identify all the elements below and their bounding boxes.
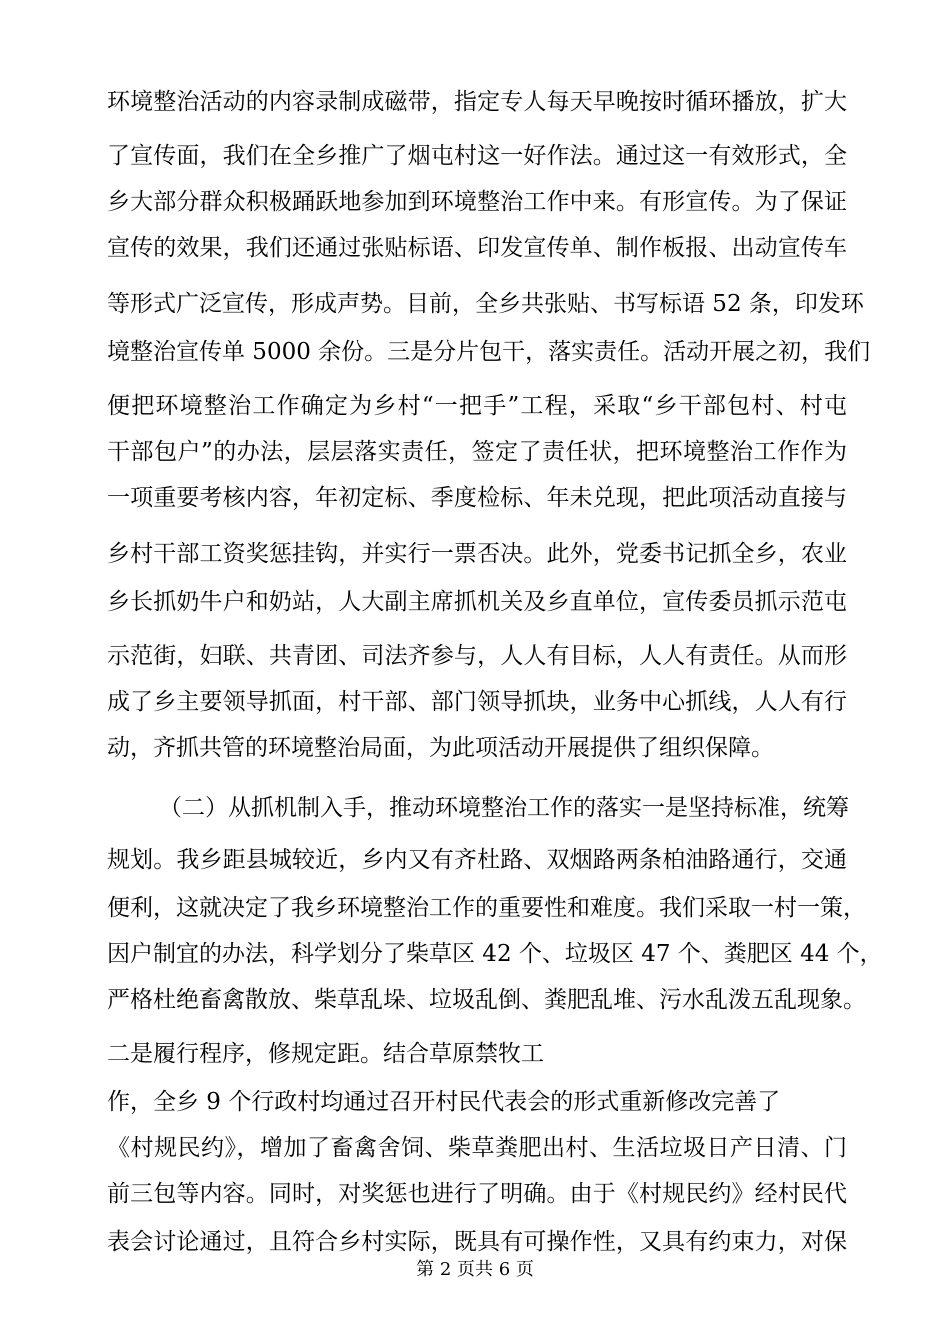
body-line: 《村规民约》，增加了畜禽舍饲、柴草粪肥出村、生活垃圾日产日清、门 bbox=[107, 1135, 847, 1161]
body-line: 等形式广泛宣传，形成声势。目前，全乡共张贴、书写标语 52 条，印发环 bbox=[107, 291, 864, 317]
body-line: 干部包户”的办法，层层落实责任，签定了责任状，把环境整治工作作为 bbox=[107, 439, 847, 465]
body-line: 规划。我乡距县城较近，乡内又有齐杜路、双烟路两条柏油路通行，交通 bbox=[107, 847, 847, 873]
body-line: 前三包等内容。同时，对奖惩也进行了明确。由于《村规民约》经村民代 bbox=[107, 1181, 847, 1207]
paragraph-last-line: 动，齐抓共管的环境整治局面，为此项活动开展提供了组织保障。 bbox=[107, 735, 774, 761]
body-line: 境整治宣传单 5000 余份。三是分片包干，落实责任。活动开展之初，我们 bbox=[107, 339, 871, 365]
body-line: 二是履行程序，修规定距。结合草原禁牧工 bbox=[107, 1041, 544, 1067]
body-line: 成了乡主要领导抓面，村干部、部门领导抓块，业务中心抓线，人人有行 bbox=[107, 689, 847, 715]
body-line: 乡村干部工资奖惩挂钩，并实行一票否决。此外，党委书记抓全乡，农业 bbox=[107, 541, 847, 567]
body-line: 因户制宜的办法，科学划分了柴草区 42 个、垃圾区 47 个、粪肥区 44 个， bbox=[107, 941, 883, 967]
body-line: 一项重要考核内容，年初定标、季度检标、年未兑现，把此项活动直接与 bbox=[107, 485, 847, 511]
paragraph-first-line: （二）从抓机制入手，推动环境整治工作的落实一是坚持标准，统筹 bbox=[159, 795, 849, 821]
body-line: 表会讨论通过，且符合乡村实际，既具有可操作性，又具有约束力，对保 bbox=[107, 1229, 847, 1255]
body-line: 便利，这就决定了我乡环境整治工作的重要性和难度。我们采取一村一策， bbox=[107, 895, 866, 921]
body-line: 严格杜绝畜禽散放、柴草乱垛、垃圾乱倒、粪肥乱堆、污水乱泼五乱现象。 bbox=[107, 987, 866, 1013]
body-line: 作，全乡 9 个行政村均通过召开村民代表会的形式重新修改完善了 bbox=[107, 1089, 781, 1115]
body-line: 便把环境整治工作确定为乡村“一把手”工程，采取“乡干部包村、村屯 bbox=[107, 393, 847, 419]
page-footer: 第 2 页共 6 页 bbox=[416, 1259, 534, 1280]
body-line: 宣传的效果，我们还通过张贴标语、印发宣传单、制作板报、出动宣传车 bbox=[107, 235, 847, 261]
body-line: 乡长抓奶牛户和奶站，人大副主席抓机关及乡直单位，宣传委员抓示范屯 bbox=[107, 589, 847, 615]
body-line: 了宣传面，我们在全乡推广了烟屯村这一好作法。通过这一有效形式，全 bbox=[107, 143, 847, 169]
body-line: 环境整治活动的内容录制成磁带，指定专人每天早晚按时循环播放，扩大 bbox=[107, 89, 847, 115]
body-line: 示范街，妇联、共青团、司法齐参与，人人有目标，人人有责任。从而形 bbox=[107, 643, 847, 669]
body-line: 乡大部分群众积极踊跃地参加到环境整治工作中来。有形宣传。为了保证 bbox=[107, 189, 847, 215]
